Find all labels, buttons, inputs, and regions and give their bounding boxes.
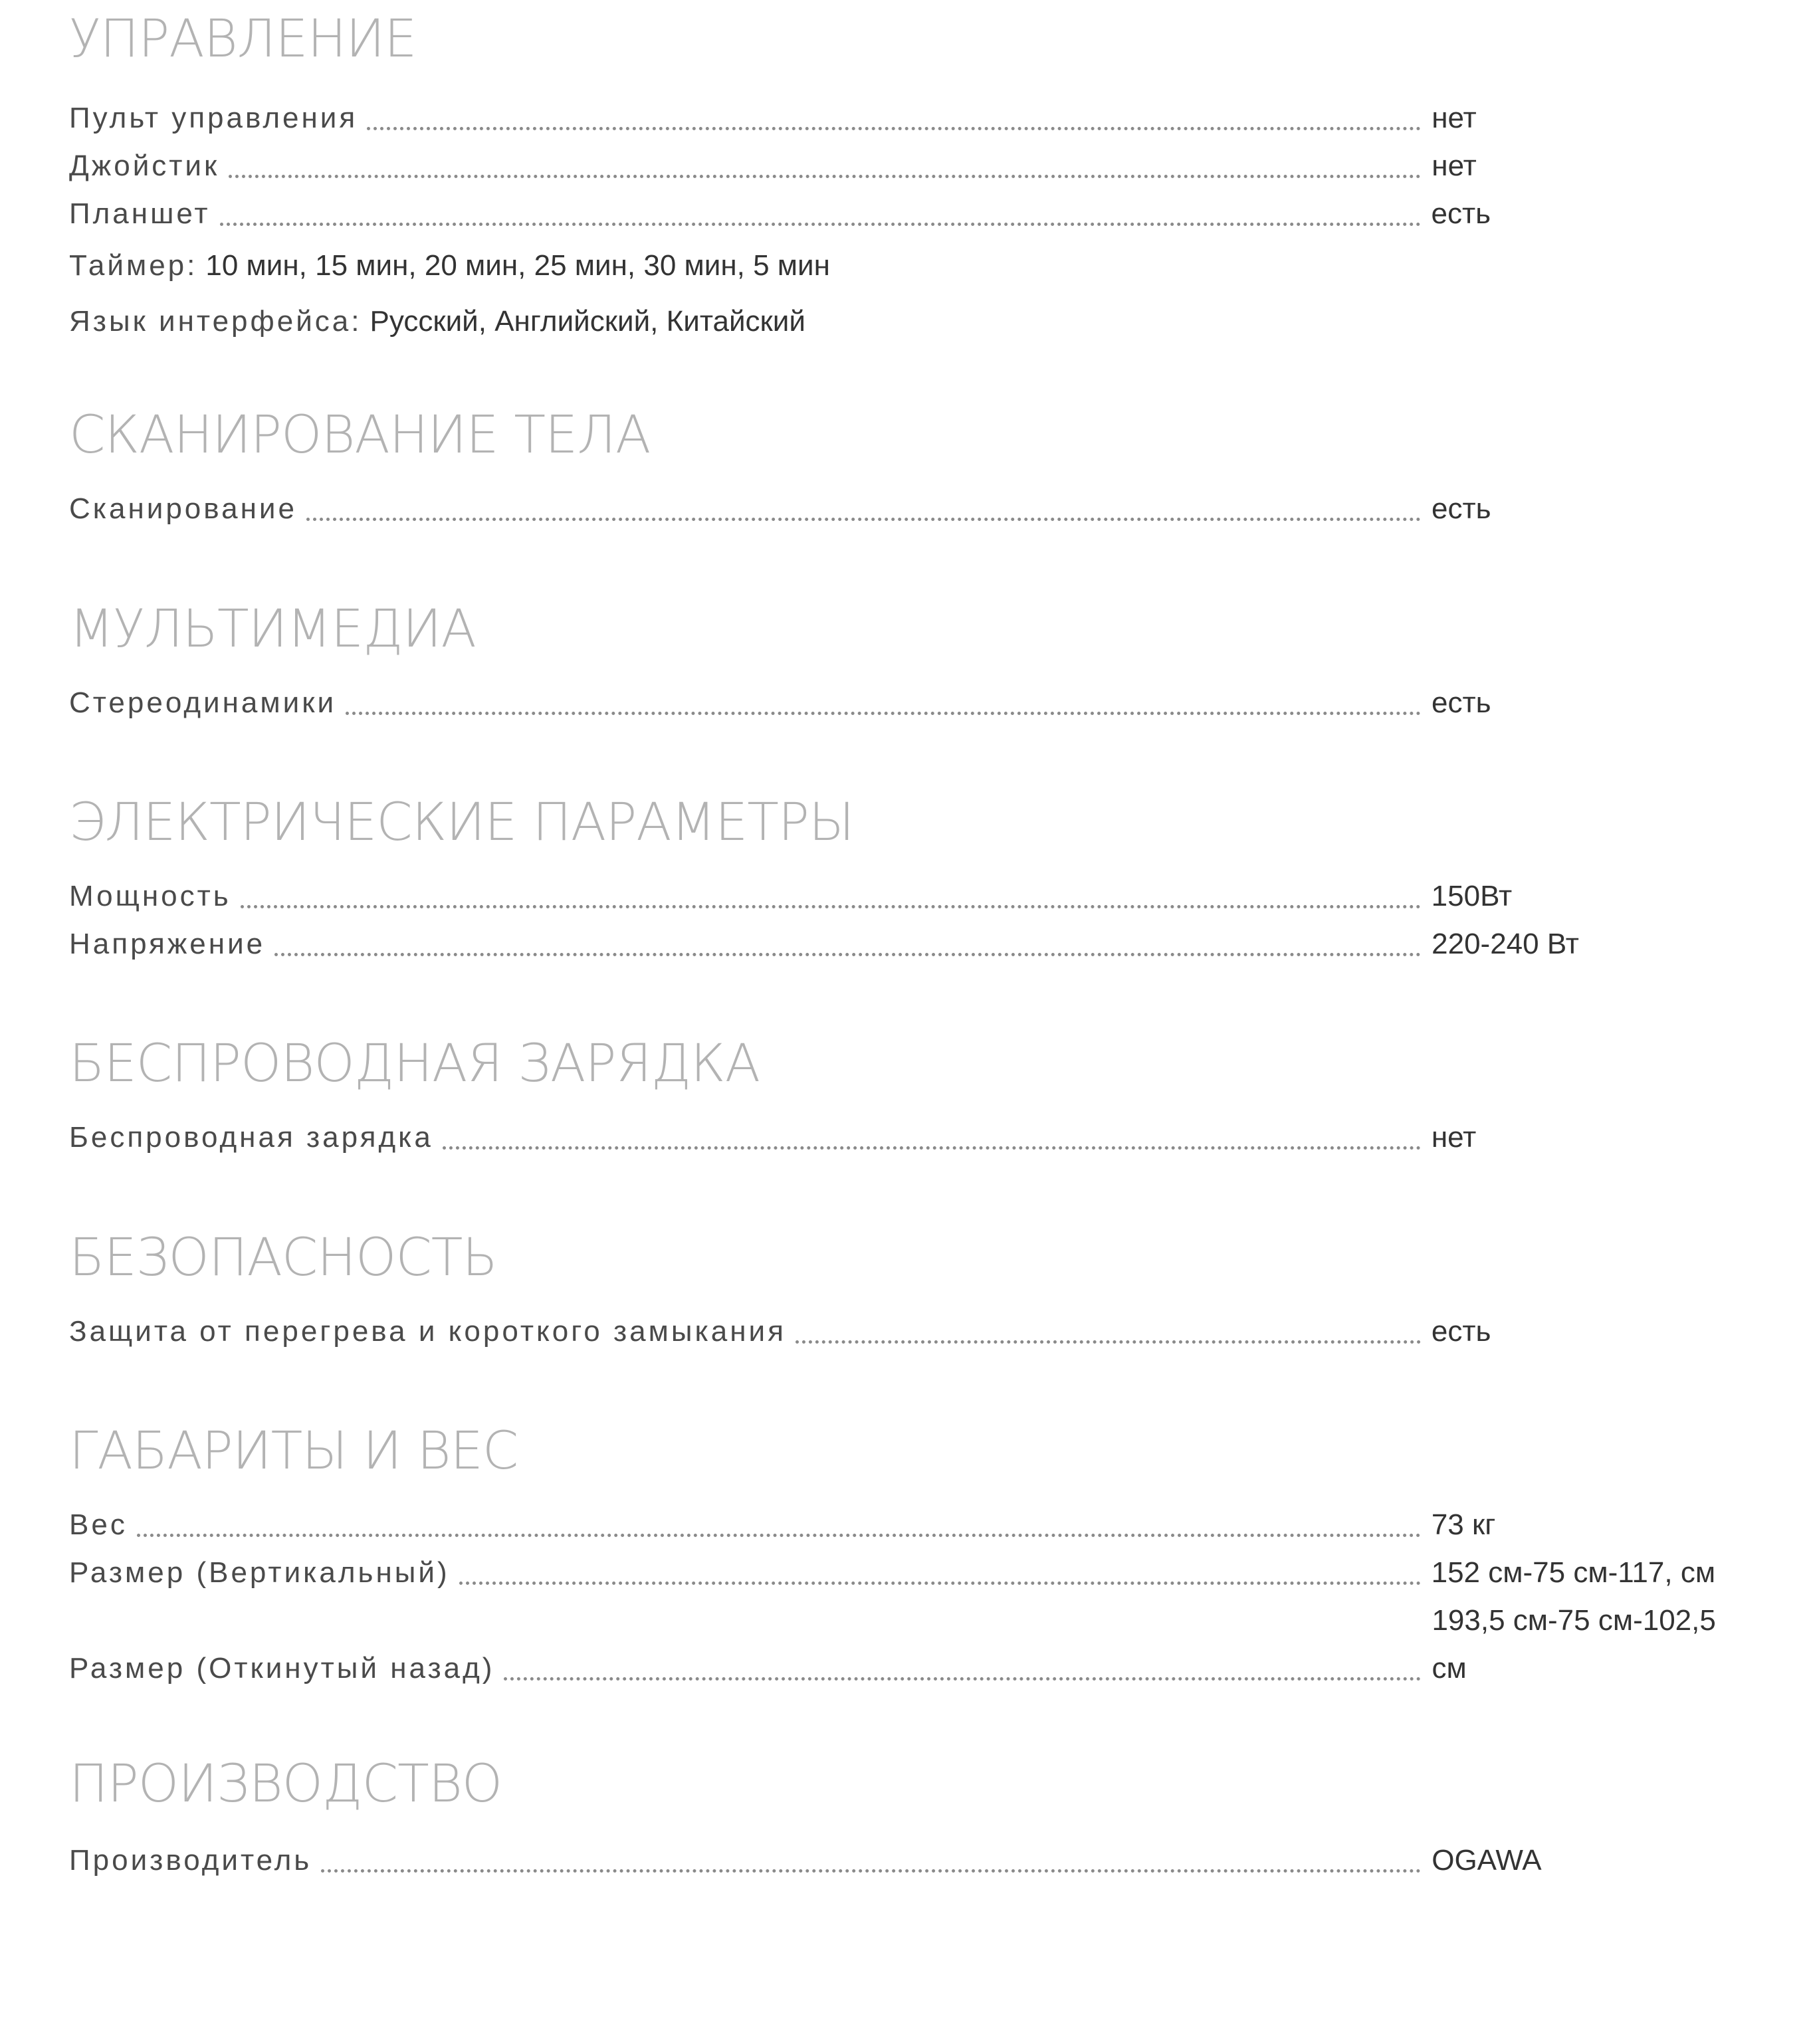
spec-row-protection bbox=[69, 1308, 1770, 1356]
section-wireless bbox=[69, 1027, 1770, 1162]
leader-dots bbox=[241, 905, 1421, 908]
spec-value-joystick: нет bbox=[1432, 150, 1477, 182]
leader-dots bbox=[306, 518, 1421, 521]
spec-value-timer: 10 мин, 15 мин, 20 мин, 25 мин, 30 мин, 5 мин bbox=[205, 249, 830, 282]
section-title-body-scan: СКАНИРОВАНИЕ ТЕЛА bbox=[69, 405, 651, 465]
leader-dots bbox=[137, 1534, 1421, 1537]
section-title-wireless: БЕСПРОВОДНАЯ ЗАРЯДКА bbox=[69, 1034, 760, 1094]
spec-value-manufacturer: OGAWA bbox=[1432, 1844, 1542, 1877]
section-multimedia bbox=[69, 593, 1770, 727]
spec-label-weight: Вес bbox=[69, 1508, 128, 1541]
spec-row-voltage bbox=[69, 920, 1770, 968]
spec-value-scan: есть bbox=[1431, 492, 1491, 525]
spec-row-tablet bbox=[69, 190, 1770, 238]
spec-row-joystick bbox=[69, 142, 1770, 190]
spec-label-size-vertical: Размер (Вертикальный) bbox=[69, 1556, 450, 1589]
section-title-safety: БЕЗОПАСНОСТЬ bbox=[69, 1228, 497, 1288]
spec-label-power: Мощность bbox=[69, 880, 231, 912]
section-body-scan bbox=[69, 399, 1770, 533]
spec-value-power: 150Вт bbox=[1431, 880, 1513, 912]
leader-dots bbox=[443, 1146, 1421, 1150]
spec-row-scan bbox=[69, 485, 1770, 533]
leader-dots bbox=[321, 1869, 1421, 1873]
section-electrical bbox=[69, 786, 1770, 968]
section-production bbox=[69, 1748, 1770, 1885]
spec-label-manufacturer: Производитель bbox=[69, 1844, 312, 1877]
spec-value-size-reclined bbox=[1432, 1597, 1770, 1692]
spec-row-timer bbox=[69, 238, 1770, 294]
spec-label-scan: Сканирование bbox=[69, 492, 297, 525]
spec-value-size-reclined-line2: см bbox=[1432, 1652, 1467, 1685]
section-control bbox=[69, 3, 1770, 350]
section-title-electrical: ЭЛЕКТРИЧЕСКИЕ ПАРАМЕТРЫ bbox=[69, 793, 854, 853]
leader-dots bbox=[367, 127, 1421, 130]
spec-value-charging: нет bbox=[1431, 1121, 1477, 1154]
spec-label-charging: Беспроводная зарядка bbox=[69, 1121, 433, 1154]
spec-value-voltage: 220-240 Вт bbox=[1432, 928, 1579, 960]
section-dimensions bbox=[69, 1415, 1770, 1692]
section-title-dimensions: ГАБАРИТЫ И ВЕС bbox=[69, 1421, 518, 1481]
spec-label-remote: Пульт управления bbox=[69, 102, 358, 134]
spec-value-size-vertical: 152 см-75 см-117, см bbox=[1431, 1556, 1716, 1589]
spec-label-timer: Таймер: bbox=[69, 249, 198, 282]
spec-label-size-reclined: Размер (Откинутый назад) bbox=[69, 1652, 495, 1685]
spec-row-language bbox=[69, 294, 1770, 350]
spec-label-voltage: Напряжение bbox=[69, 928, 266, 960]
spec-label-protection: Защита от перегрева и короткого замыкания bbox=[69, 1315, 786, 1348]
leader-dots bbox=[796, 1340, 1421, 1344]
leader-dots bbox=[220, 223, 1421, 226]
spec-row-size-vertical bbox=[69, 1549, 1770, 1597]
leader-dots bbox=[459, 1582, 1421, 1585]
leader-dots bbox=[229, 175, 1421, 178]
spec-value-language: Русский, Английский, Китайский bbox=[370, 305, 805, 338]
spec-value-size-reclined-line1: 193,5 см-75 см-102,5 bbox=[1432, 1604, 1716, 1637]
spec-row-speakers bbox=[69, 679, 1770, 727]
leader-dots bbox=[504, 1677, 1421, 1681]
spec-label-language: Язык интерфейса: bbox=[69, 305, 362, 338]
section-title-control: УПРАВЛЕНИЕ bbox=[69, 9, 417, 69]
spec-label-speakers: Стереодинамики bbox=[69, 686, 337, 719]
section-title-multimedia: МУЛЬТИМЕДИА bbox=[69, 599, 476, 659]
section-safety bbox=[69, 1221, 1770, 1356]
spec-row-charging bbox=[69, 1114, 1770, 1162]
spec-label-joystick: Джойстик bbox=[69, 150, 220, 182]
spec-row-weight bbox=[69, 1501, 1770, 1549]
spec-value-weight: 73 кг bbox=[1431, 1508, 1496, 1541]
spec-value-speakers: есть bbox=[1432, 686, 1491, 719]
spec-value-protection: есть bbox=[1431, 1315, 1491, 1348]
spec-row-remote bbox=[69, 94, 1770, 142]
spec-row-power bbox=[69, 872, 1770, 920]
spec-row-size-reclined bbox=[69, 1597, 1770, 1692]
spec-label-tablet: Планшет bbox=[69, 197, 211, 230]
leader-dots bbox=[274, 953, 1421, 956]
spec-value-tablet: есть bbox=[1431, 197, 1491, 230]
leader-dots bbox=[346, 712, 1421, 715]
spec-value-remote: нет bbox=[1432, 102, 1477, 134]
spec-row-manufacturer bbox=[69, 1837, 1770, 1885]
section-title-production: ПРОИЗВОДСТВО bbox=[69, 1754, 502, 1814]
